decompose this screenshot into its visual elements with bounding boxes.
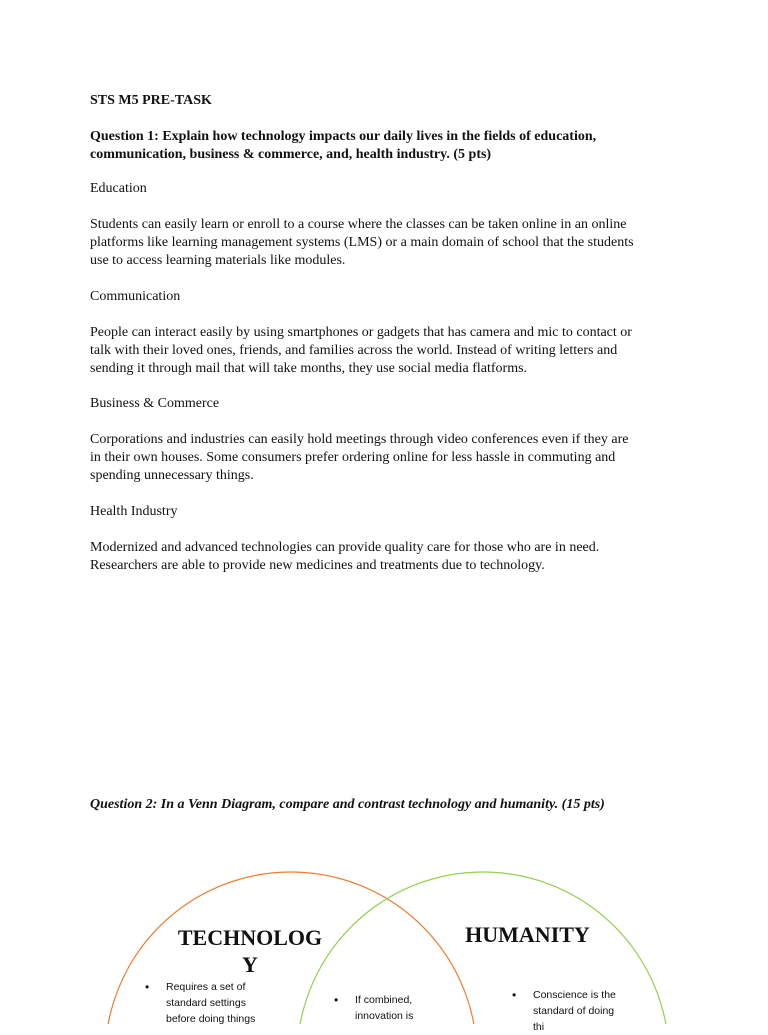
business-line-3: spending unnecessary things.: [90, 468, 254, 483]
venn-humanity-title: HUMANITY: [465, 922, 590, 947]
health-line-1: Modernized and advanced technologies can provide quality care for those who are in need.: [90, 540, 600, 555]
document-header: STS M5 PRE-TASK: [90, 93, 212, 108]
venn-technology-title-line-1: TECHNOLOG: [177, 925, 323, 950]
venn-humanity-bullet-line-2: standard of doing: [533, 1005, 615, 1017]
venn-humanity-bullet: [533, 987, 653, 1035]
venn-humanity-bullet-line-1: • Conscience is the: [533, 989, 616, 1001]
business-line-2: in their own houses. Some consumers prefer ordering online for less hassle in commuting and: [90, 450, 616, 465]
question-2: Question 2: In a Venn Diagram, compare and contrast technology and humanity. (15 pts): [90, 797, 605, 812]
education-line-3: use to access learning materials like modules.: [90, 253, 346, 268]
question-1-line-2: communication, business & commerce, and, health industry. (5 pts): [90, 147, 492, 162]
venn-technology-bullet: [166, 979, 296, 1027]
health-line-2: Researchers are able to provide new medicines and treatments due to technology.: [90, 558, 545, 573]
venn-overlap-bullet-line-1: • If combined,: [355, 994, 413, 1006]
communication-line-3: sending it through mail that will take months, they use social media flatforms.: [90, 361, 528, 376]
venn-humanity-bullet-line-3: thi: [533, 1021, 545, 1033]
communication-line-2: talk with their loved ones, friends, and families across the world. Instead of writing letters and: [90, 343, 618, 358]
venn-technology-bullet-line-1: • Requires a set of: [166, 981, 246, 993]
section-heading-education: Education: [90, 181, 147, 196]
venn-overlap-bullet: [355, 992, 455, 1024]
education-line-1: Students can easily learn or enroll to a course where the classes can be taken online in an online: [90, 217, 627, 232]
venn-technology-title-line-2: Y: [242, 952, 258, 977]
question-1-line-1: Question 1: Explain how technology impacts our daily lives in the fields of education,: [90, 129, 597, 144]
section-heading-health-industry: Health Industry: [90, 504, 178, 519]
venn-technology-bullet-line-3: before doing things: [166, 1013, 256, 1025]
communication-line-1: People can interact easily by using smartphones or gadgets that has camera and mic to contact or: [90, 325, 632, 340]
section-heading-communication: Communication: [90, 289, 181, 304]
venn-technology-bullet-line-2: standard settings: [166, 997, 246, 1009]
venn-overlap-bullet-line-2: innovation is: [355, 1010, 414, 1022]
venn-technology-title: [170, 924, 330, 978]
section-heading-business-commerce: Business & Commerce: [90, 396, 220, 411]
business-line-1: Corporations and industries can easily hold meetings through video conferences even if they are: [90, 432, 629, 447]
education-line-2: platforms like learning management systems (LMS) or a main domain of school that the students: [90, 235, 634, 250]
